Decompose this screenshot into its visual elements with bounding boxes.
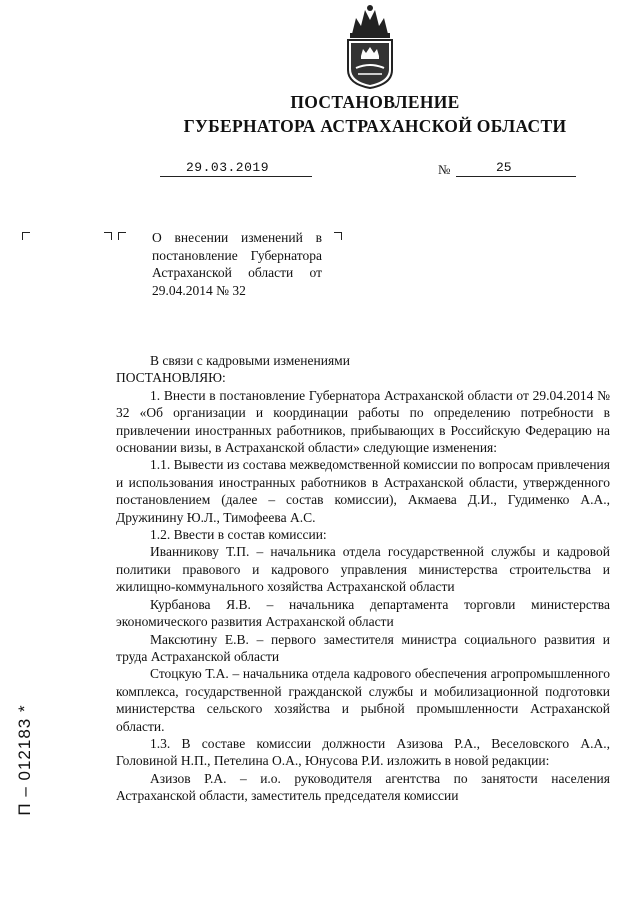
number-sign: № (438, 162, 451, 177)
paragraph: Азизов Р.А. – и.о. руководителя агентства по занятости населения Астраханской области, заместитель председателя комиссии (116, 770, 610, 804)
date-underline (160, 176, 312, 177)
paragraph: Максютину Е.В. – первого заместителя министра социального развития и труда Астраханской области (116, 631, 610, 664)
resolve-line: ПОСТАНОВЛЯЮ: (116, 370, 226, 386)
corner-mark-subject-left-a (104, 232, 112, 240)
document-date: 29.03.2019 (186, 160, 270, 175)
corner-mark-subject-left-b (118, 232, 126, 240)
document-subject: О внесении изменений в постановление Губернатора Астраханской области от 29.04.2014 № 32 (152, 230, 322, 298)
paragraph: Курбанова Я.В. – начальника департамента торговли министерства экономического развития Астраханской области (116, 596, 610, 630)
corner-mark-left (22, 232, 30, 240)
document-number: 25 (496, 160, 512, 175)
document-title-line2: ГУБЕРНАТОРА АСТРАХАНСКОЙ ОБЛАСТИ (183, 116, 567, 136)
paragraph: Иванникову Т.П. – начальника отдела государственной службы и кадровой политики правового и кадрового управления министерства строительства и жилищно-коммунального хозяйства Астраханской области (116, 544, 610, 595)
astrakhan-coat-of-arms-icon (342, 4, 398, 90)
intro-line: В связи с кадровыми изменениями (150, 353, 350, 368)
registration-code: П – 012183 * (15, 704, 34, 816)
paragraph: 1.2. Ввести в состав комиссии: (150, 527, 327, 543)
paragraph: 1. Внести в постановление Губернатора Астраханской области от 29.04.2014 № 32 «Об организации и координации работы по определению потребности в привлечении иностранных работников, прибывающих в Российскую Федерацию на основании визы, в Астраханской области» следующие изменения: (116, 387, 610, 456)
document-body (116, 352, 610, 805)
paragraph: 1.1. Вывести из состава межведомственной комиссии по вопросам привлечения и использования иностранных работников в Астраханской области, утвержденного постановлением (далее – состав комиссии), Акмаева Д.И., Гудименко А.А., Дружинину Ю.Л., Тимофеева А.С. (116, 457, 610, 525)
corner-mark-subject-right (334, 232, 342, 240)
paragraph: 1.3. В составе комиссии должности Азизова Р.А., Веселовского А.А., Головиной Н.П., Петелина О.А., Юнусова Р.И. изложить в новой редакции: (116, 735, 610, 769)
document-title-line1: ПОСТАНОВЛЕНИЕ (290, 92, 460, 112)
paragraph: Стоцкую Т.А. – начальника отдела кадрового обеспечения агропромышленного комплекса, государственной гражданской службы и мобилизационной подготовки министерства сельского хозяйства и рыбной промышленности Астраханской области. (116, 666, 610, 734)
number-underline (456, 176, 576, 177)
